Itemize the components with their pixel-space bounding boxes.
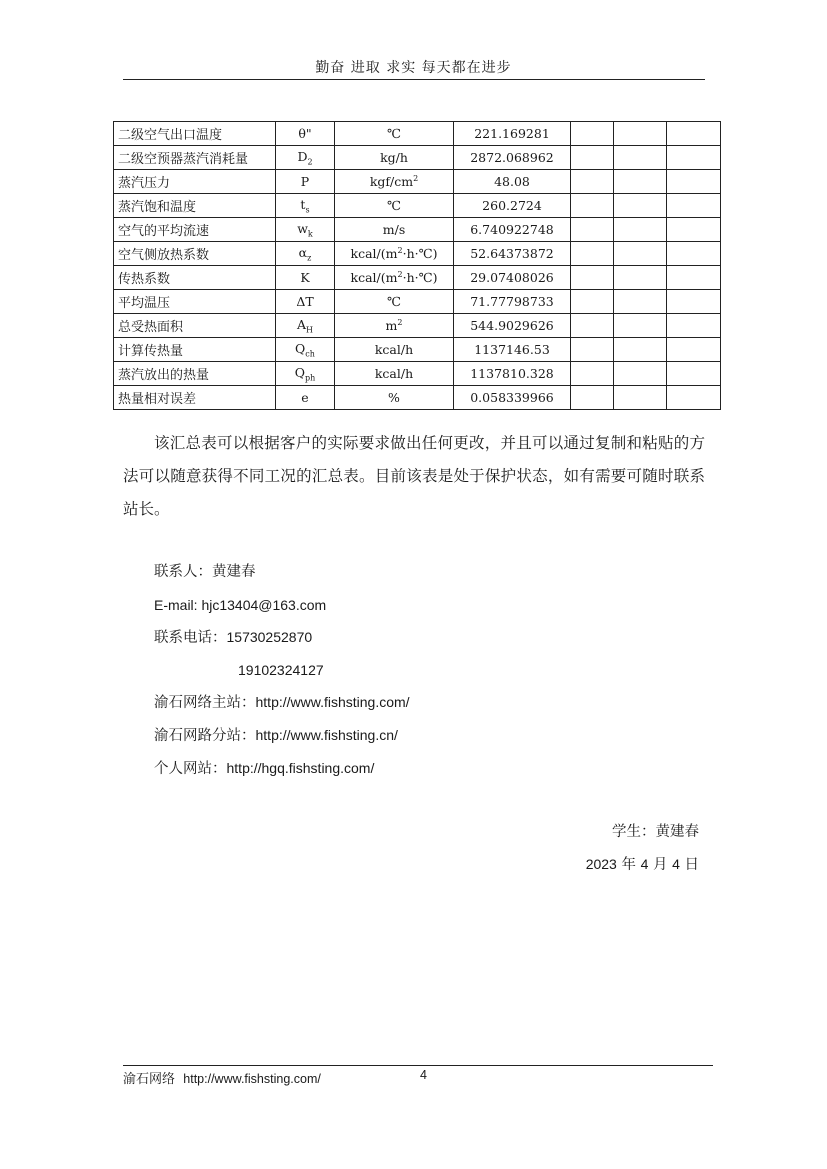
empty-cell (571, 290, 614, 314)
param-name-cell: 蒸汽放出的热量 (114, 362, 276, 386)
param-value-cell: 221.169281 (454, 122, 571, 146)
param-name-cell: 空气侧放热系数 (114, 242, 276, 266)
param-value-cell: 52.64373872 (454, 242, 571, 266)
param-value-cell: 2872.068962 (454, 146, 571, 170)
student-name: 黄建春 (655, 824, 699, 840)
contact-person-line (154, 556, 714, 589)
empty-cell (571, 146, 614, 170)
param-unit-cell (335, 386, 454, 410)
empty-cell (667, 122, 721, 146)
param-symbol-cell (276, 242, 335, 266)
contact-block (154, 556, 714, 784)
date-day: 4 (672, 856, 680, 872)
table-row (114, 386, 721, 410)
main-site-label: 渝石网络主站： (154, 695, 256, 712)
header-divider (123, 79, 705, 80)
date-year-char: 年 (621, 857, 636, 873)
empty-cell (571, 242, 614, 266)
empty-cell (571, 386, 614, 410)
empty-cell (667, 170, 721, 194)
symbol-subscript: ph (304, 373, 316, 383)
symbol-subscript: 2 (307, 157, 313, 167)
symbol-main: θ" (298, 126, 312, 141)
param-value-cell: 71.77798733 (454, 290, 571, 314)
empty-cell (571, 362, 614, 386)
empty-cell (667, 314, 721, 338)
page-number: 4 (420, 1068, 427, 1082)
date-month-char: 月 (652, 857, 668, 873)
symbol-main: ΔT (296, 294, 314, 309)
personal-site-label: 个人网站： (154, 760, 227, 777)
empty-cell (667, 386, 721, 410)
param-name-cell: 平均温压 (114, 290, 276, 314)
empty-cell (614, 194, 667, 218)
date-day-char: 日 (684, 857, 699, 873)
param-name-cell: 总受热面积 (114, 314, 276, 338)
empty-cell (614, 218, 667, 242)
empty-cell (667, 290, 721, 314)
param-name-cell: 二级空预器蒸汽消耗量 (114, 146, 276, 170)
empty-cell (614, 266, 667, 290)
symbol-main: A (296, 316, 307, 332)
param-symbol-cell (276, 194, 335, 218)
student-line (586, 816, 699, 848)
param-name-cell: 二级空气出口温度 (114, 122, 276, 146)
symbol-main: α (298, 244, 308, 260)
unit-superscript: 2 (397, 317, 403, 327)
empty-cell (667, 266, 721, 290)
empty-cell (614, 122, 667, 146)
param-name-cell: 蒸汽压力 (114, 170, 276, 194)
param-unit-cell (335, 314, 454, 338)
date-line (586, 848, 699, 880)
symbol-main: P (300, 174, 310, 189)
symbol-main: e (301, 390, 309, 405)
unit-superscript: 2 (413, 173, 419, 183)
table-row (114, 242, 721, 266)
empty-cell (571, 122, 614, 146)
symbol-subscript: ch (305, 349, 315, 359)
param-symbol-cell (276, 218, 335, 242)
unit-main: m (385, 318, 398, 334)
signature-block (586, 816, 699, 880)
unit-main: kcal/h (374, 342, 414, 357)
param-symbol-cell (276, 386, 335, 410)
empty-cell (667, 218, 721, 242)
unit-tail: ·h·℃) (402, 270, 438, 286)
table-row (114, 122, 721, 146)
table-row (114, 170, 721, 194)
param-value-cell: 544.9029626 (454, 314, 571, 338)
personal-site-line (154, 752, 714, 785)
empty-cell (571, 266, 614, 290)
symbol-subscript: H (306, 325, 313, 335)
table-row (114, 194, 721, 218)
empty-cell (667, 242, 721, 266)
param-symbol-cell (276, 266, 335, 290)
symbol-main: Q (294, 364, 305, 380)
contact-email[interactable]: E-mail: hjc13404@163.com (154, 596, 327, 613)
param-name-cell: 蒸汽饱和温度 (114, 194, 276, 218)
param-unit-cell (335, 170, 454, 194)
unit-main: kcal/(m (350, 246, 398, 262)
empty-cell (614, 146, 667, 170)
unit-main: kcal/h (374, 366, 414, 381)
symbol-subscript: s (305, 205, 310, 215)
param-value-cell: 1137810.328 (454, 362, 571, 386)
symbol-main: D (297, 148, 308, 164)
contact-phone-1[interactable]: 15730252870 (226, 629, 313, 646)
table-row (114, 338, 721, 362)
param-value-cell: 48.08 (454, 170, 571, 194)
unit-superscript: 2 (397, 245, 403, 255)
contact-phone-2[interactable]: 19102324127 (238, 661, 324, 678)
param-unit-cell (335, 146, 454, 170)
param-symbol-cell (276, 146, 335, 170)
empty-cell (614, 314, 667, 338)
empty-cell (614, 242, 667, 266)
empty-cell (571, 194, 614, 218)
empty-cell (571, 314, 614, 338)
param-unit-cell (335, 266, 454, 290)
param-unit-cell (335, 194, 454, 218)
contact-person-label: 联系人： (154, 564, 212, 580)
branch-site-line (154, 719, 714, 752)
unit-main: kcal/(m (350, 270, 398, 286)
param-name-cell: 热量相对误差 (114, 386, 276, 410)
unit-main: ℃ (387, 126, 401, 141)
param-symbol-cell (276, 170, 335, 194)
table-row (114, 362, 721, 386)
param-symbol-cell (276, 338, 335, 362)
date-month: 4 (640, 856, 649, 872)
param-name-cell: 计算传热量 (114, 338, 276, 362)
param-unit-cell (335, 242, 454, 266)
param-symbol-cell (276, 122, 335, 146)
main-site-link[interactable]: http://www.fishsting.com/ (255, 694, 410, 711)
param-unit-cell (335, 362, 454, 386)
param-value-cell: 29.07408026 (454, 266, 571, 290)
param-name-cell: 空气的平均流速 (114, 218, 276, 242)
table-row (114, 218, 721, 242)
unit-main: m/s (382, 222, 406, 237)
param-unit-cell (335, 218, 454, 242)
empty-cell (571, 338, 614, 362)
unit-main: kgf/cm (369, 174, 414, 190)
param-name-cell: 传热系数 (114, 266, 276, 290)
student-label: 学生： (612, 824, 656, 840)
param-unit-cell (335, 290, 454, 314)
unit-tail: ·h·℃) (402, 246, 438, 262)
contact-phone-label: 联系电话： (154, 630, 227, 647)
footer-site-link[interactable]: http://www.fishsting.com/ (183, 1072, 321, 1086)
unit-superscript: 2 (397, 269, 403, 279)
table-row (114, 290, 721, 314)
empty-cell (614, 170, 667, 194)
param-symbol-cell (276, 362, 335, 386)
param-value-cell: 0.058339966 (454, 386, 571, 410)
param-symbol-cell (276, 290, 335, 314)
symbol-main: w (297, 220, 308, 236)
symbol-main: K (300, 270, 310, 285)
unit-main: % (388, 390, 400, 405)
table-row (114, 146, 721, 170)
empty-cell (614, 362, 667, 386)
param-value-cell: 260.2724 (454, 194, 571, 218)
calculation-summary-table (113, 121, 721, 410)
symbol-main: t (300, 196, 306, 212)
contact-phone-line (154, 621, 714, 654)
symbol-subscript: k (307, 229, 313, 239)
branch-site-link[interactable]: http://www.fishsting.cn/ (255, 726, 398, 743)
param-symbol-cell (276, 314, 335, 338)
table-row (114, 266, 721, 290)
branch-site-label: 渝石网路分站： (154, 727, 256, 744)
empty-cell (614, 386, 667, 410)
symbol-main: Q (295, 340, 306, 356)
unit-main: ℃ (387, 198, 401, 213)
unit-main: ℃ (387, 294, 401, 309)
footer-site (123, 1068, 321, 1087)
empty-cell (667, 194, 721, 218)
page-header-motto: 勤奋 进取 求实 每天都在进步 (315, 60, 512, 76)
main-site-line (154, 686, 714, 719)
param-unit-cell (335, 338, 454, 362)
table-row (114, 314, 721, 338)
empty-cell (614, 338, 667, 362)
empty-cell (571, 170, 614, 194)
empty-cell (667, 146, 721, 170)
empty-cell (667, 362, 721, 386)
summary-paragraph: 该汇总表可以根据客户的实际要求做出任何更改，并且可以通过复制和粘贴的方法可以随意获得不同工况的汇总表。目前该表是处于保护状态，如有需要可随时联系站长。 (123, 434, 705, 518)
date-year: 2023 (585, 856, 617, 872)
footer-divider (123, 1065, 713, 1066)
footer-site-name: 渝石网络 (123, 1072, 176, 1087)
personal-site-link[interactable]: http://hgq.fishsting.com/ (226, 759, 375, 776)
unit-main: kg/h (380, 150, 408, 165)
empty-cell (571, 218, 614, 242)
param-value-cell: 6.740922748 (454, 218, 571, 242)
param-value-cell: 1137146.53 (454, 338, 571, 362)
contact-person-name: 黄建春 (212, 564, 256, 580)
empty-cell (614, 290, 667, 314)
param-unit-cell (335, 122, 454, 146)
symbol-subscript: z (307, 253, 312, 263)
empty-cell (667, 338, 721, 362)
